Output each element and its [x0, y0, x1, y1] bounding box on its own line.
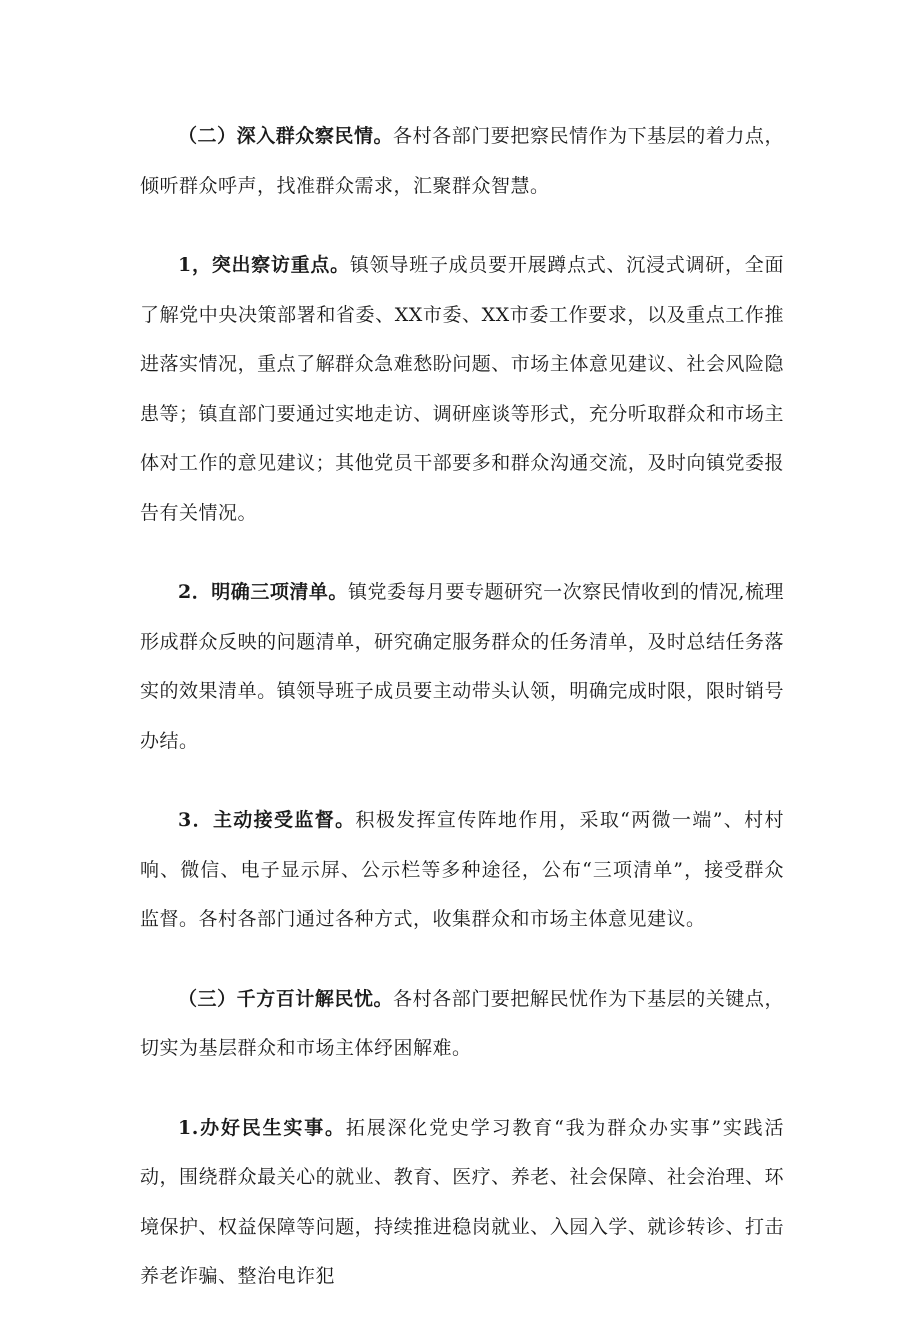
paragraph-lead: 2．明确三项清单。: [178, 581, 348, 603]
paragraph-text: 各村各部门要把解民忧作为下基层的关键点，切实为基层群众和市场主体纾困解难。: [140, 987, 784, 1059]
paragraph-text: 拓展深化党史学习教育“我为群众办实事”实践活动，围绕群众最关心的就业、教育、医疗、养老、社会保障、社会治理、环境保护、权益保障等问题，持续推进稳岗就业、入园入学、就诊转诊、打击养老诈骗、整治电诈犯: [140, 1116, 784, 1287]
paragraph-item-2: [140, 568, 784, 766]
paragraph-lead: 1.办好民生实事。: [178, 1116, 346, 1139]
paragraph-text: 镇党委每月要专题研究一次察民情收到的情况,梳理形成群众反映的问题清单，研究确定服务群众的任务清单，及时总结任务落实的效果清单。镇领导班子成员要主动带头认领，明确完成时限，限时销号办结。: [140, 581, 784, 752]
paragraph-lead: （三）千方百计解民忧。: [178, 987, 394, 1010]
paragraph-item-1: [140, 241, 784, 538]
paragraph-item-3: [140, 796, 784, 945]
paragraph-lead: 1，突出察访重点。: [178, 254, 350, 276]
paragraph-lead: （二）深入群众察民情。: [178, 125, 394, 147]
paragraph-section-3-heading: [140, 975, 784, 1074]
paragraph-lead: 3．主动接受监督。: [178, 809, 356, 831]
paragraph-text: 镇领导班子成员要开展蹲点式、沉浸式调研，全面了解党中央决策部署和省委、XX市委、XX市委工作要求，以及重点工作推进落实情况，重点了解群众急难愁盼问题、市场主体意见建议、社会风险隐患等；镇直部门要通过实地走访、调研座谈等形式，充分听取群众和市场主体对工作的意见建议；其他党员干部要多和群众沟通交流，及时向镇党委报告有关情况。: [140, 254, 784, 524]
paragraph-text: 各村各部门要把察民情作为下基层的着力点，倾听群众呼声，找准群众需求，汇聚群众智慧。: [140, 125, 784, 197]
paragraph-section-2-heading: [140, 112, 784, 211]
document-body: [140, 112, 784, 1332]
paragraph-text: 积极发挥宣传阵地作用，采取“两微一端”、村村响、微信、电子显示屏、公示栏等多种途径，公布“三项清单”，接受群众监督。各村各部门通过各种方式，收集群众和市场主体意见建议。: [140, 809, 784, 930]
paragraph-item-1-livelihood: [140, 1104, 784, 1302]
